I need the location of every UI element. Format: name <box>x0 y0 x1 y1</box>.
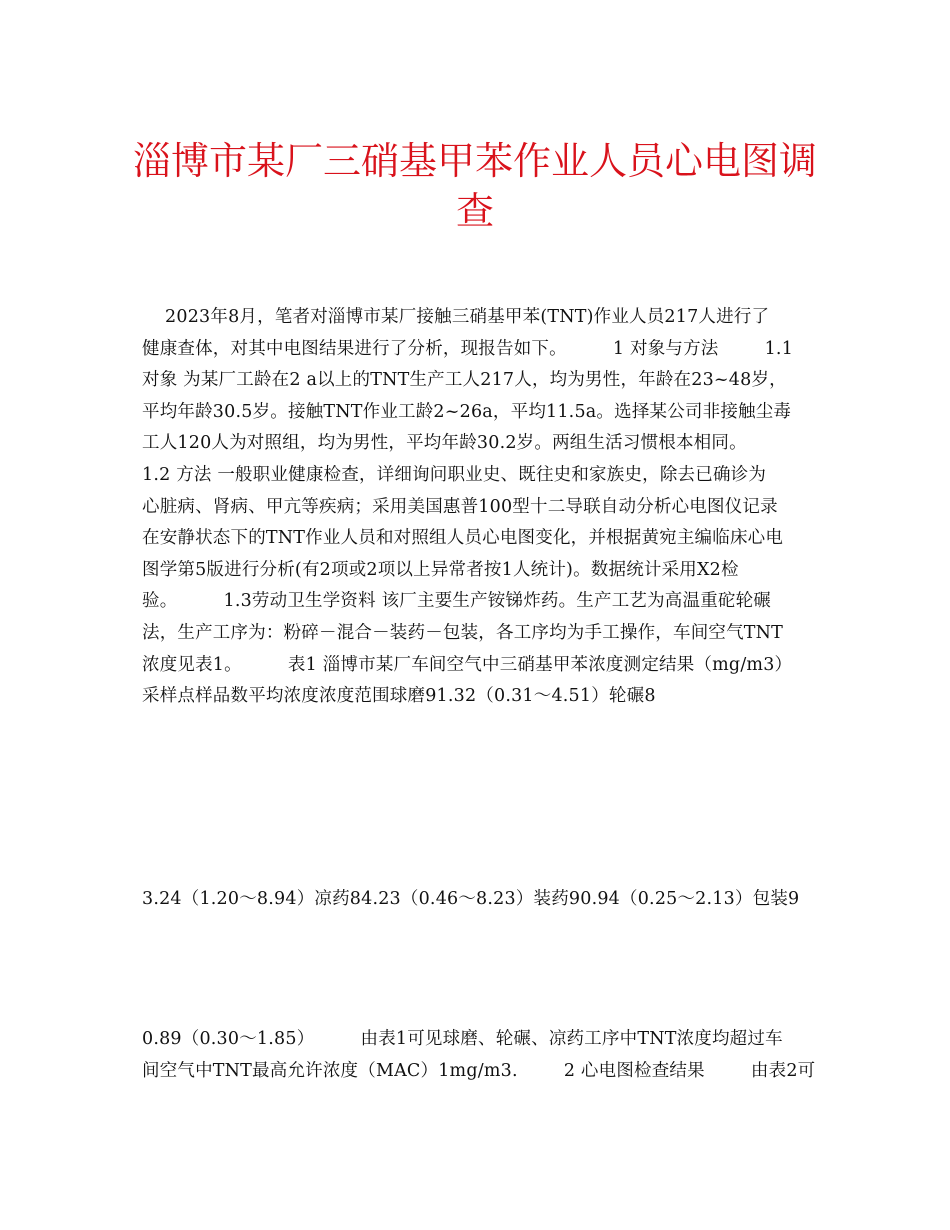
text-line: 在安静状态下的TNT作业人员和对照组人员心电图变化，并根据黄宛主编临床心电 <box>142 528 784 549</box>
title-line-2: 查 <box>455 189 494 233</box>
text-line: 采样点样品数平均浓度浓度范围球磨91.32（0.31～4.51）轮碾8 <box>142 686 656 707</box>
text-line: 健康查体，对其中电图结果进行了分析，现报告如下。 1 对象与方法 1.1 <box>142 338 794 359</box>
body-paragraph-3 <box>142 1024 822 1087</box>
text-line: 0.89（0.30～1.85） 由表1可见球磨、轮碾、凉药工序中TNT浓度均超过车 <box>142 1029 783 1049</box>
text-line: 验。 1.3劳动卫生学资料 该厂主要生产铵锑炸药。生产工艺为高温重砣轮碾 <box>142 591 771 612</box>
body-paragraph-1 <box>142 302 822 713</box>
body-paragraph-2 <box>142 884 822 916</box>
text-line: 工人120人为对照组，均为男性，平均年龄30.2岁。两组生活习惯根本相同。 <box>142 433 747 454</box>
text-line: 心脏病、肾病、甲亢等疾病；采用美国惠普100型十二导联自动分析心电图仪记录 <box>142 496 778 517</box>
text-line: 图学第5版进行分析(有2项或2项以上异常者按1人统计)。数据统计采用X2检 <box>142 559 739 580</box>
text-line: 浓度见表1。 表1 淄博市某厂车间空气中三硝基甲苯浓度测定结果（mg/m3） <box>142 654 793 675</box>
text-line: 法，生产工序为：粉碎－混合－装药－包装，各工序均为手工操作，车间空气TNT <box>142 622 784 643</box>
text-line: 3.24（1.20～8.94）凉药84.23（0.46～8.23）装药90.94（0.25～2.13）包装9 <box>142 889 800 909</box>
text-line: 2023年8月，笔者对淄博市某厂接触三硝基甲苯(TNT)作业人员217人进行了 <box>142 307 770 327</box>
text-line: 间空气中TNT最高允许浓度（MAC）1mg/m3. 2 心电图检查结果 由表2可 <box>142 1060 816 1081</box>
text-line: 对象 为某厂工龄在2 a以上的TNT生产工人217人，均为男性，年龄在23~48岁， <box>142 370 787 391</box>
title-line-1: 淄博市某厂三硝基甲苯作业人员心电图调 <box>132 139 817 183</box>
text-line: 1.2 方法 一般职业健康检查，详细询问职业史、既往史和家族史，除去已确诊为 <box>142 464 767 485</box>
document-title <box>120 136 830 236</box>
text-line: 平均年龄30.5岁。接触TNT作业工龄2~26a，平均11.5a。选择某公司非接触尘毒 <box>142 401 792 422</box>
